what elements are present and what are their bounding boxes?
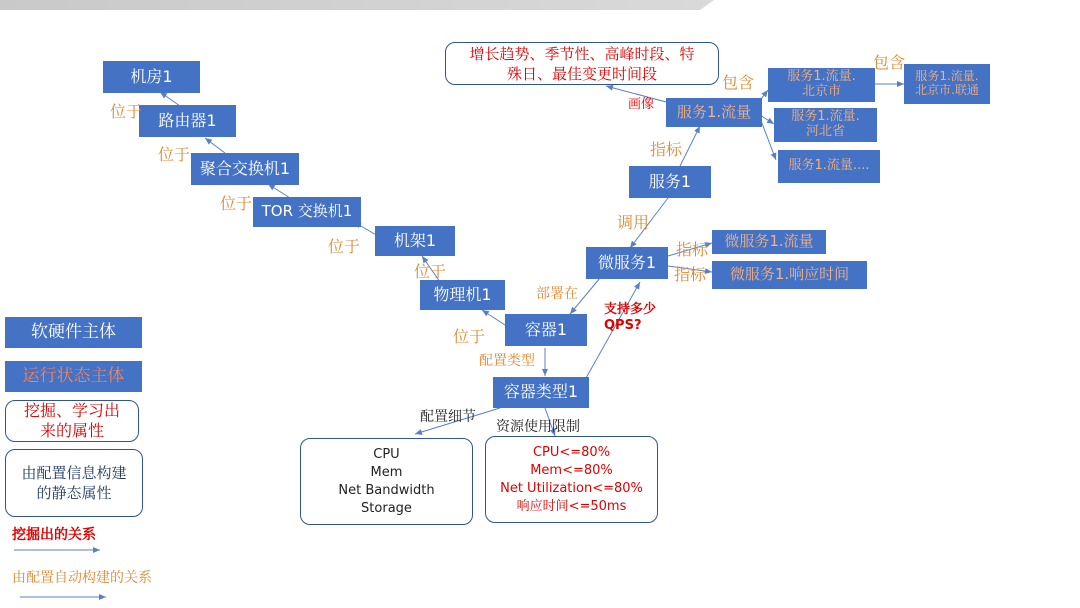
label-located-6: 位于 bbox=[453, 327, 486, 346]
node-ms-flow[interactable]: 微服务1.流量 bbox=[712, 230, 826, 254]
label-contains-1: 包含 bbox=[722, 73, 755, 92]
node-container[interactable]: 容器1 bbox=[505, 314, 587, 346]
node-physical-machine[interactable]: 物理机1 bbox=[420, 280, 505, 310]
node-container-type[interactable]: 容器类型1 bbox=[493, 377, 589, 408]
legend-mined-attribute: 挖掘、学习出 来的属性 bbox=[5, 400, 139, 442]
profile-attribute-box: 增长趋势、季节性、高峰时段、特 殊日、最佳变更时间段 bbox=[445, 42, 719, 85]
node-service-flow[interactable]: 服务1.流量 bbox=[666, 98, 762, 127]
edge-tor-agg bbox=[268, 184, 290, 198]
node-agg-switch[interactable]: 聚合交换机1 bbox=[191, 153, 299, 185]
node-ms-latency[interactable]: 微服务1.响应时间 bbox=[712, 261, 867, 289]
label-metric-service: 指标 bbox=[650, 140, 683, 159]
label-resource-limit: 资源使用限制 bbox=[496, 419, 580, 435]
label-located-3: 位于 bbox=[220, 194, 253, 213]
label-deployed: 部署在 bbox=[536, 286, 578, 302]
node-flow-hebei[interactable]: 服务1.流量. 河北省 bbox=[774, 108, 877, 142]
label-located-4: 位于 bbox=[328, 237, 361, 256]
edge-agg-router bbox=[205, 138, 225, 153]
node-tor-switch[interactable]: TOR 交换机1 bbox=[253, 197, 361, 227]
label-config-detail: 配置细节 bbox=[420, 409, 476, 425]
node-service[interactable]: 服务1 bbox=[629, 166, 711, 198]
edge-service-flow bbox=[680, 126, 700, 166]
label-located-1: 位于 bbox=[110, 102, 143, 121]
node-router[interactable]: 路由器1 bbox=[139, 105, 236, 137]
legend-hw-entity: 软硬件主体 bbox=[5, 317, 142, 348]
legend-static-attribute: 由配置信息构建 的静态属性 bbox=[5, 449, 143, 517]
label-located-2: 位于 bbox=[158, 145, 191, 164]
node-microservice[interactable]: 微服务1 bbox=[586, 247, 668, 279]
resource-limit-box: CPU<=80% Mem<=80% Net Utilization<=80% 响应时间<=50ms bbox=[485, 436, 658, 523]
label-metric-ms-1: 指标 bbox=[676, 240, 709, 259]
label-metric-ms-2: 指标 bbox=[674, 265, 707, 284]
edge-router-room bbox=[160, 92, 180, 106]
node-flow-beijing-unicom[interactable]: 服务1.流量. 北京市.联通 bbox=[904, 64, 990, 104]
config-detail-box: CPU Mem Net Bandwidth Storage bbox=[300, 438, 473, 525]
label-config-type: 配置类型 bbox=[479, 353, 535, 369]
legend-auto-relation-label: 由配置自动构建的关系 bbox=[12, 570, 152, 586]
node-flow-beijing[interactable]: 服务1.流量. 北京市 bbox=[768, 68, 875, 102]
label-qps: 支持多少 QPS? bbox=[604, 302, 657, 333]
legend-runtime-entity: 运行状态主体 bbox=[5, 361, 142, 392]
label-located-5: 位于 bbox=[414, 262, 447, 281]
label-calls: 调用 bbox=[617, 213, 650, 232]
node-flow-more[interactable]: 服务1.流量.... bbox=[778, 150, 880, 183]
legend-mined-relation-label: 挖掘出的关系 bbox=[12, 527, 96, 543]
edge-container-physical bbox=[482, 310, 505, 325]
node-room[interactable]: 机房1 bbox=[103, 61, 200, 93]
label-profile: 画像 bbox=[628, 97, 655, 112]
node-rack[interactable]: 机架1 bbox=[375, 226, 455, 256]
label-contains-2: 包含 bbox=[873, 53, 906, 72]
